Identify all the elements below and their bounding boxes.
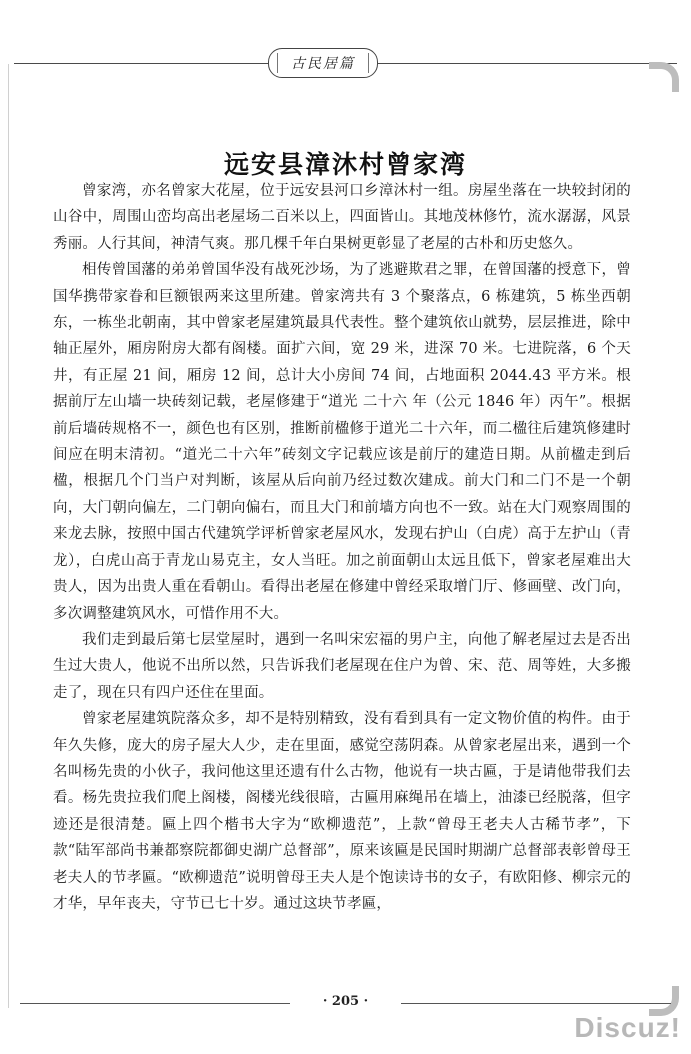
page-footer (20, 994, 671, 1012)
footer-rule-right (401, 1003, 671, 1004)
article-body (53, 178, 631, 917)
paragraph: 曾家老屋建筑院落众多，却不是特别精致，没有看到具有一定文物价值的构件。由于年久失修，庞大的房子屋大人少，走在里面，感觉空荡阴森。从曾家老屋出来，遇到一个名叫杨先贵的小伙子，我问他这里还遗有什么古物，他说有一块古匾，于是请他带我们去看。杨先贵拉我们爬上阁楼，阁楼光线很暗，古匾用麻绳吊在墙上，油漆已经脱落，但字迹还是很清楚。匾上四个楷书大字为“欧柳遗范”，上款“曾母王老夫人古稀节孝”，下款“陆军部尚书兼都察院都御史湖广总督部”，原来该匾是民国时期湖广总督部表彰曾母王老夫人的节孝匾。“欧柳遗范”说明曾母王夫人是个饱读诗书的女子，有欧阳修、柳宗元的才华，早年丧夫，守节已七十岁。通过这块节孝匾， (53, 711, 631, 912)
forum-watermark: Discuz! (574, 1012, 681, 1043)
left-border-rule (8, 64, 9, 1008)
paragraph: 相传曾国藩的弟弟曾国华没有战死沙场，为了逃避欺君之罪，在曾国藩的授意下，曾国华携带家眷和巨额银两来这里所建。曾家湾共有 3 个聚落点，6 栋建筑，5 栋坐西朝东，一栋坐北朝南，其中曾家老屋建筑最具代表性。整个建筑依山就势，层层推进，除中轴正屋外，厢房附房大都有阁楼。面扩六间，宽 29 米，进深 70 米。七进院落，6 个天井，有正屋 21 间，厢房 12 间，总计大小房间 74 间，占地面积 2044.43 平方米。根据前厅左山墙一块砖刻记载，老屋修建于“道光 二十六 年（公元 1846 年）丙午”。根据前后墙砖规格不一，颜色也有区别，推断前楹修于道光二十六年，而二楹往后建筑修建时间应在明末清初。“道光二十六年”砖刻文字记载应该是前厅的建造日期。从前楹走到后楹，根据几个门当户对判断，该屋从后向前乃经过数次建成。前大门和二门不是一个朝向，大门朝向偏左，二门朝向偏右，而且大门和前墙方向也不一致。站在大门观察周围的来龙去脉，按照中国古代建筑学评析曾家老屋风水，发现右护山（白虎）高于左护山（青龙），白虎山高于青龙山易克主，女人当旺。加之前面朝山太远且低下，曾家老屋难出大贵人，因为出贵人重在看朝山。看得出老屋在修建中曾经采取增门厅、修画壁、改门向，多次调整建筑风水，可惜作用不大。 (53, 262, 631, 622)
page-corner-ornament-top (649, 62, 679, 92)
page-number: · 205 · (322, 994, 369, 1009)
article-title: 远安县漳沐村曾家湾 (223, 149, 467, 179)
section-label: 古民居篇 (268, 48, 378, 78)
paragraph: 我们走到最后第七层堂屋时，遇到一名叫宋宏福的男户主，向他了解老屋过去是否出生过大贵人，他说不出所以然，只告诉我们老屋现在住户为曾、宋、范、周等姓，大多搬走了，现在只有四户还住在里面。 (53, 631, 631, 701)
paragraph: 曾家湾，亦名曾家大花屋，位于远安县河口乡漳沐村一组。房屋坐落在一块较封闭的山谷中，周围山峦均高出老屋场二百米以上，四面皆山。其地茂林修竹，流水潺潺，风景秀丽。人行其间，神清气爽。那几棵千年白果树更彰显了老屋的古朴和历史悠久。 (53, 183, 631, 252)
